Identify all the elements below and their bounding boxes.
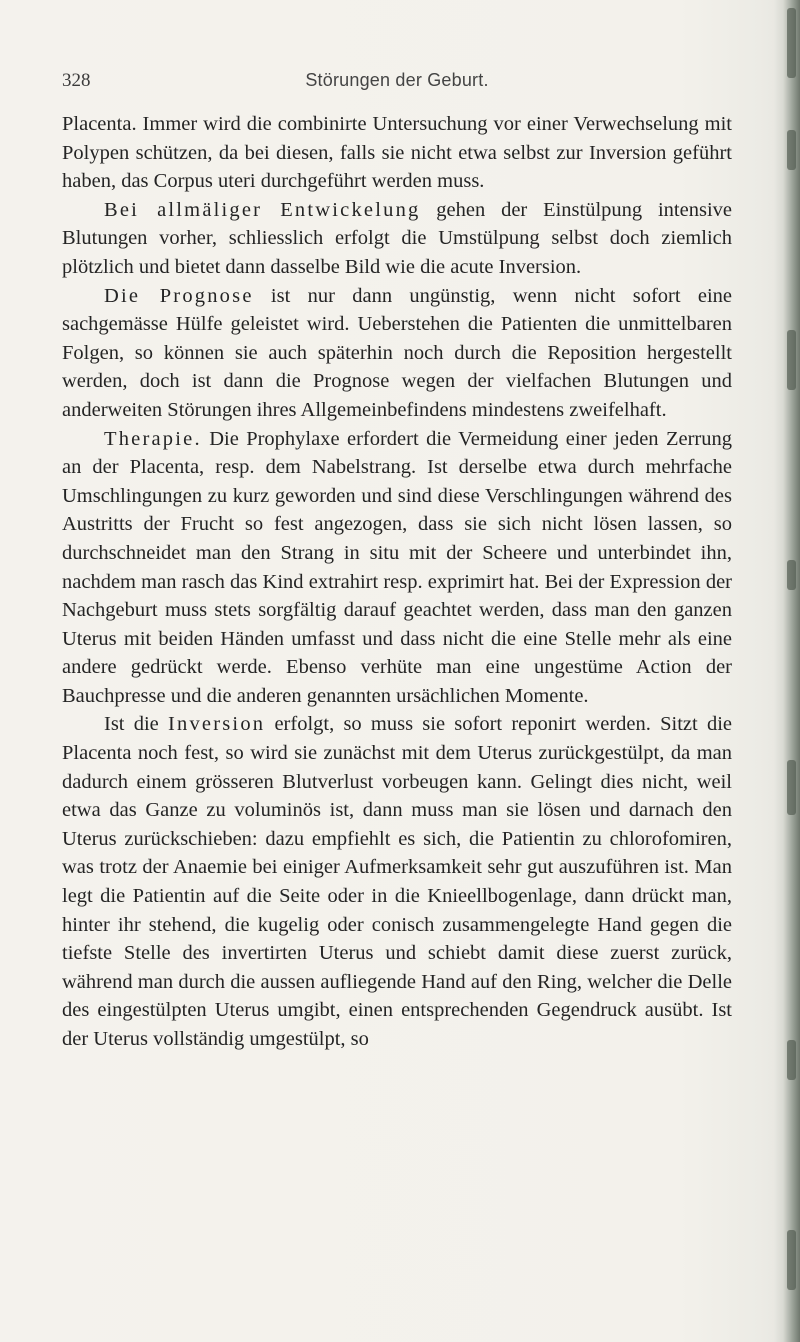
page-header <box>62 70 732 96</box>
body-text <box>62 110 732 1054</box>
paragraph-text: gehen der Einstülpung intensive Blutungen vorher, schliesslich erfolgt die Umstülpung selbst doch ziemlich plötzlich und bietet dann dasselbe Bild wie die acute Inversion. <box>62 198 732 278</box>
page-edge-shadow <box>774 0 800 1342</box>
paragraph <box>62 710 732 1053</box>
paragraph <box>62 282 732 425</box>
paragraph-text: ist nur dann ungünstig, wenn nicht sofort eine sachgemässe Hülfe geleistet wird. Ueberstehen die Patienten die unmittelbaren Folgen, so können sie auch späterhin noch durch die Reposition hergestellt werden, doch ist dann die Prognose wegen der vielfachen Blutungen und anderweiten Störungen ihres Allgemeinbefindens mindestens zweifelhaft. <box>62 284 732 421</box>
paragraph <box>62 110 732 196</box>
edge-mark <box>787 330 796 390</box>
running-head: Störungen der Geburt. <box>305 70 489 90</box>
edge-mark <box>787 1230 796 1290</box>
edge-mark <box>787 130 796 170</box>
edge-mark <box>787 1040 796 1080</box>
edge-mark <box>787 560 796 590</box>
edge-mark <box>787 8 796 78</box>
edge-mark <box>787 760 796 815</box>
page-number: 328 <box>62 70 91 91</box>
paragraph-lead: Therapie. <box>104 427 202 450</box>
paragraph-lead: Die Prognose <box>104 284 254 307</box>
paragraph-text: erfolgt, so muss sie sofort reponirt werden. Sitzt die Placenta noch fest, so wird sie zunächst mit dem Uterus zurückgestülpt, da man dadurch einem grösseren Blutverlust vorbeugen kann. Gelingt dies nicht, weil etwa das Ganze zu voluminös ist, dann muss man sie lösen und darnach den Uterus zurückschieben: dazu empfiehlt es sich, die Patientin zu chlorofomiren, was trotz der Anaemie bei einiger Aufmerksamkeit sehr gut auszuführen ist. Man legt die Patientin auf die Seite oder in die Knieellbogenlage, dann drückt man, hinter ihr stehend, die kugelig oder conisch zusammengelegte Hand gegen die tiefste Stelle des invertirten Uterus und schiebt damit diese zuerst zurück, während man durch die aussen aufliegende Hand auf den Ring, welcher die Delle des eingestülpten Uterus umgibt, einen entsprechenden Gegendruck ausübt. Ist der Uterus vollständig umgestülpt, so <box>62 713 732 1050</box>
paragraph <box>62 425 732 711</box>
paragraph-lead-spaced: Inversion <box>168 713 266 736</box>
paragraph <box>62 196 732 282</box>
paragraph-lead: Bei allmäliger Entwickelung <box>104 198 421 221</box>
paragraph-lead: Ist die <box>104 713 168 736</box>
paragraph-text: Die Prophylaxe erfordert die Vermeidung einer jeden Zerrung an der Placenta, resp. dem Nabelstrang. Ist derselbe etwa durch mehrfache Umschlingungen zu kurz geworden und sind diese Verschlingungen während des Austritts der Frucht so fest angezogen, dass sie sich nicht lösen lassen, so durchschneidet man den Strang in situ mit der Scheere und unterbindet ihn, nachdem man rasch das Kind extrahirt resp. exprimirt hat. Bei der Expression der Nachgeburt muss stets sorgfältig darauf geachtet werden, dass man den ganzen Uterus mit beiden Händen umfasst und dass nicht die eine Stelle mehr als eine andere gedrückt werde. Ebenso verhüte man eine ungestüme Action der Bauchpresse und die anderen genannten ursächlichen Momente. <box>62 427 732 707</box>
paragraph-text: Placenta. Immer wird die combinirte Untersuchung vor einer Verwechselung mit Polypen schützen, da bei diesen, falls sie nicht etwa selbst zur Inversion geführt haben, das Corpus uteri durchgeführt werden muss. <box>62 113 732 193</box>
